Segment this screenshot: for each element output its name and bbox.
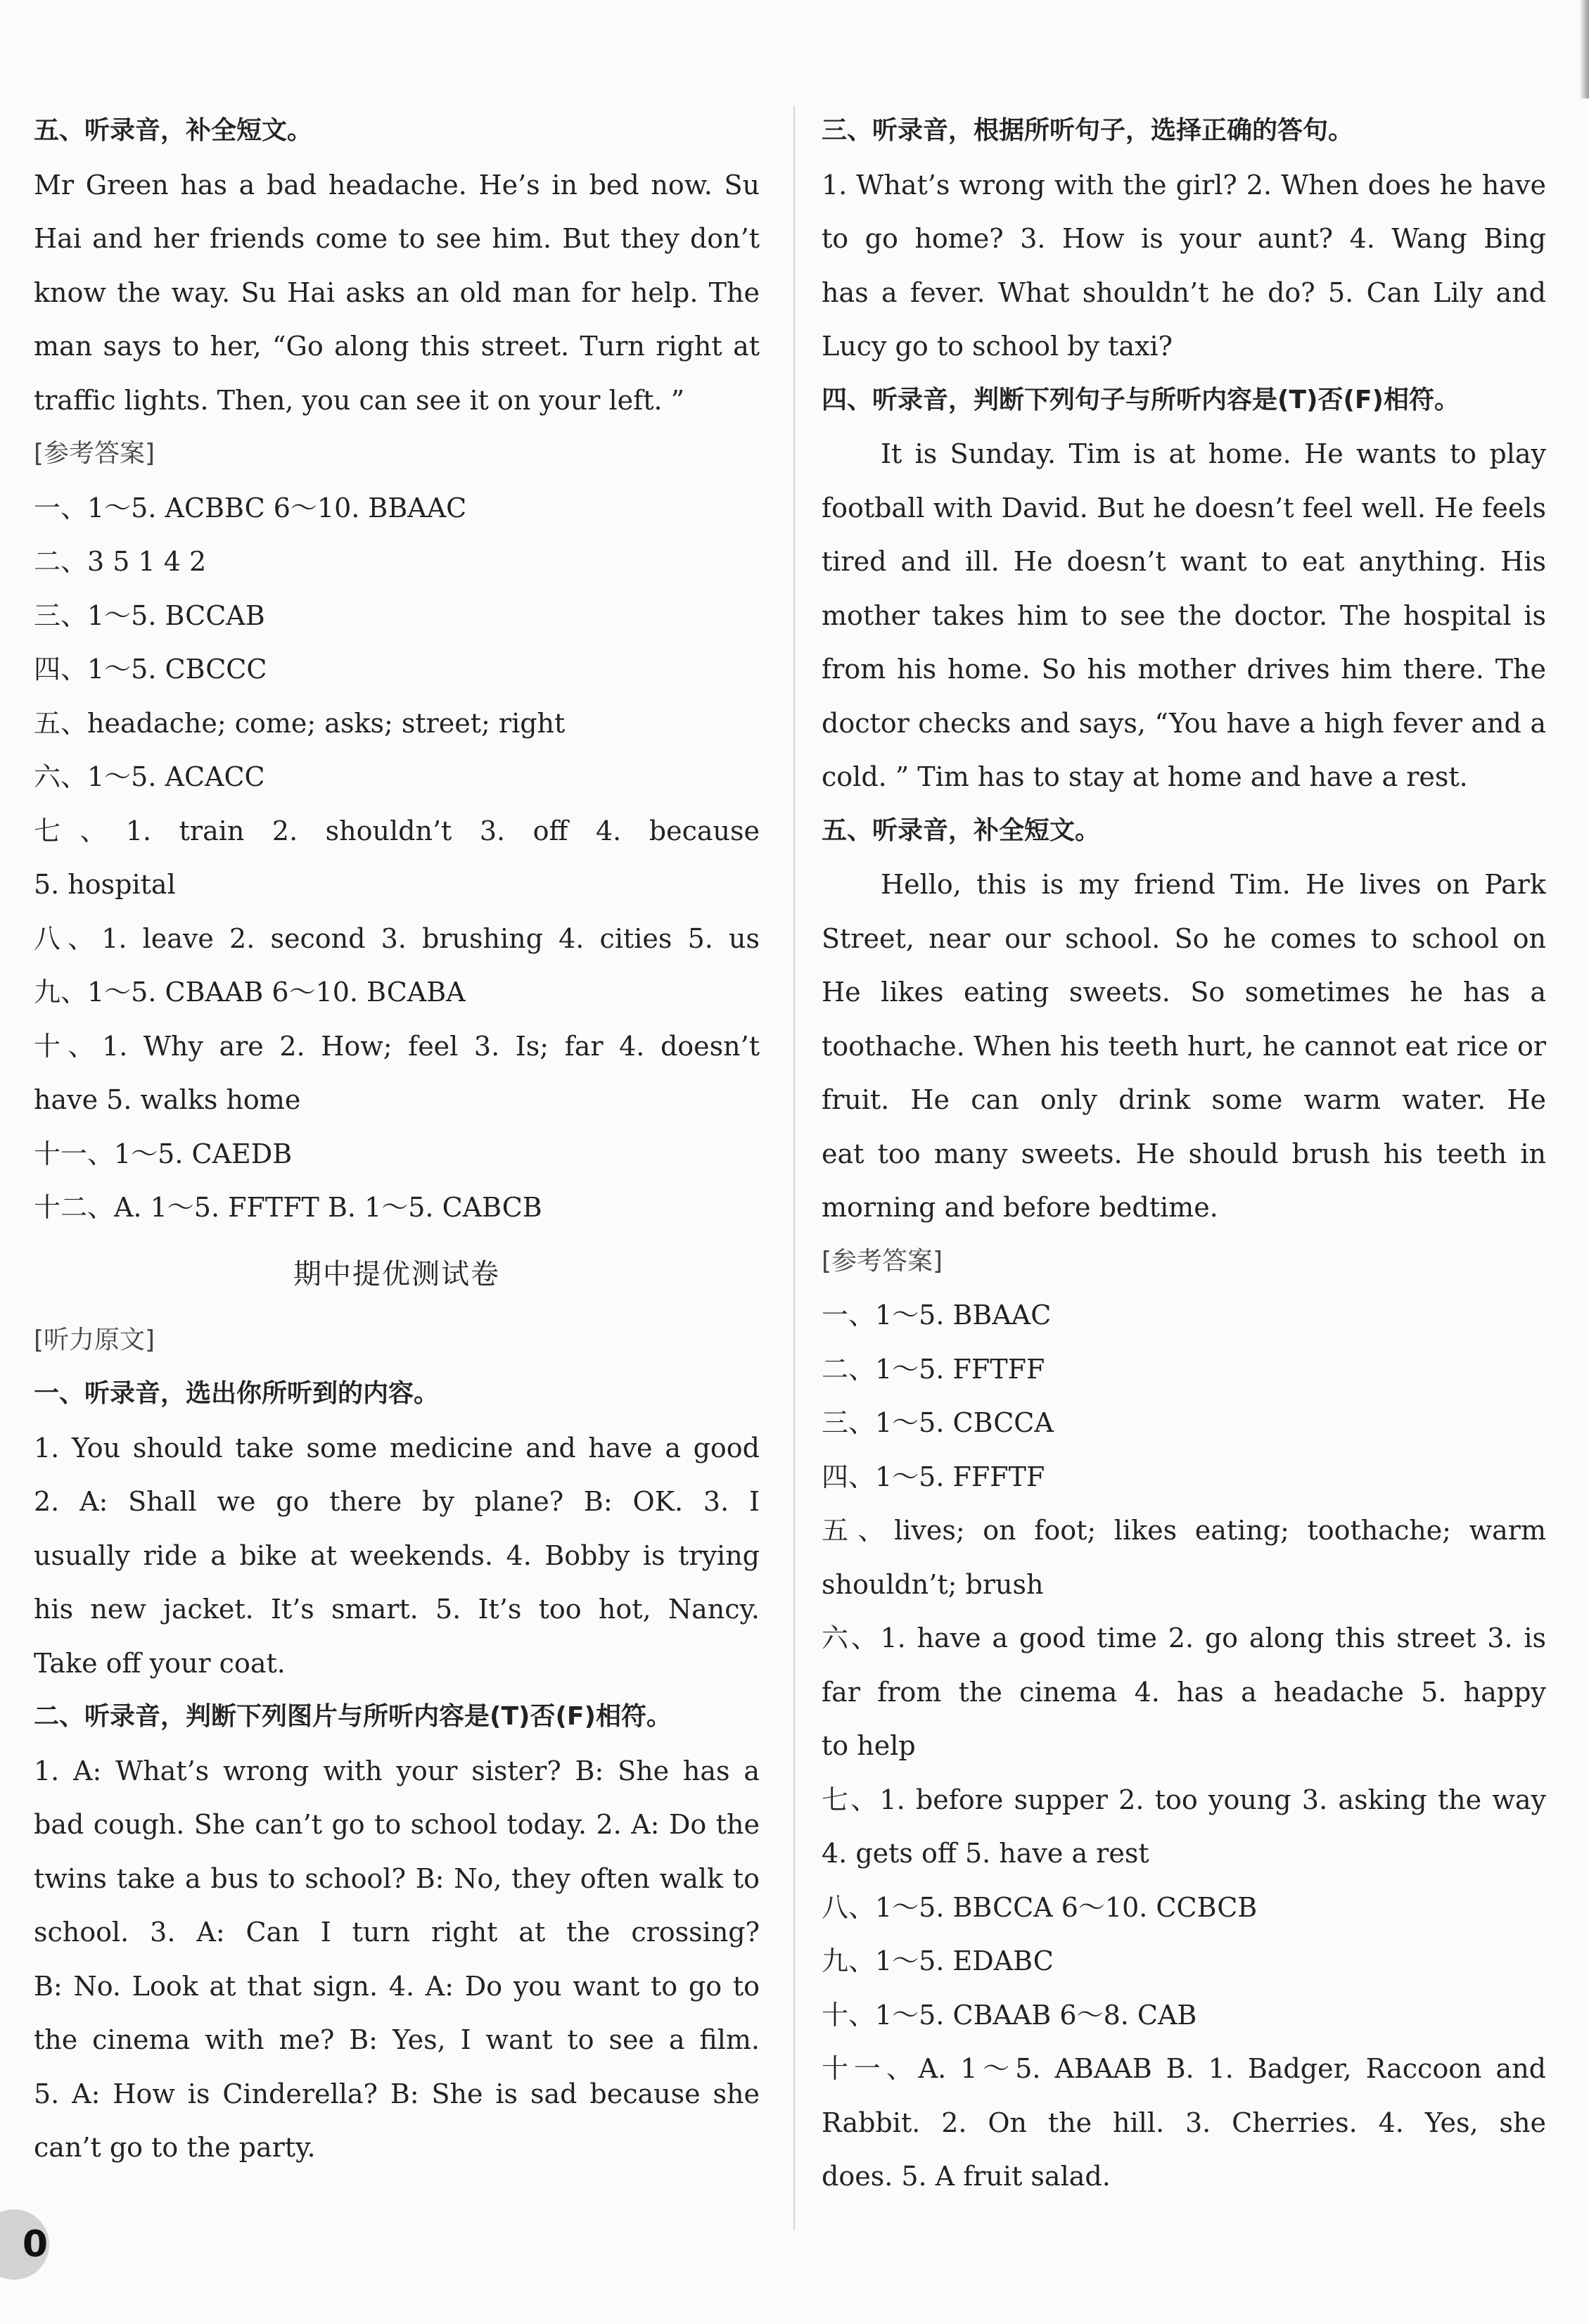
- text-line: morning and before bedtime.: [822, 1192, 1218, 1223]
- test-title: 期中提优测试卷: [293, 1257, 500, 1290]
- paragraph-line: Rabbit. 2. On the hill. 3. Cherries. 4. Yes, she: [822, 2107, 1546, 2138]
- paragraph-line: mother takes him to see the doctor. The hospital is: [822, 599, 1546, 631]
- bracket-tag: [参考答案]: [34, 439, 155, 468]
- bracket-tag: [参考答案]: [822, 1246, 943, 1276]
- section-heading: 五、听录音，补全短文。: [34, 116, 313, 145]
- paragraph-line: Mr Green has a bad headache. He’s in bed now. Su: [34, 169, 760, 201]
- paragraph-line: 六、1. have a good time 2. go along this street 3. is: [822, 1623, 1546, 1653]
- text-line: cold. ” Tim has to stay at home and have a rest.: [822, 761, 1468, 792]
- paragraph-line: man says to her, “Go along this street. Turn right at: [34, 331, 760, 362]
- paragraph-line: the cinema with me? B: Yes, I want to see a film.: [34, 2024, 760, 2055]
- text-line: Take off your coat.: [34, 1647, 286, 1679]
- section-heading: 三、听录音，根据所听句子，选择正确的答句。: [822, 116, 1354, 145]
- text-line: have 5. walks home: [34, 1084, 301, 1115]
- column-divider: [793, 106, 795, 2230]
- text-line: 十、1～5. CBAAB 6～8. CAB: [822, 1999, 1197, 2031]
- paragraph-line: Street, near our school. So he comes to school on: [822, 922, 1546, 954]
- text-line: 四、1～5. FFFTF: [822, 1461, 1045, 1492]
- paragraph-line: usually ride a bike at weekends. 4. Bobby is trying: [34, 1539, 760, 1571]
- paragraph-line: 5. A: How is Cinderella? B: She is sad because she: [34, 2078, 760, 2109]
- paragraph-line: from his home. So his mother drives him there. The: [822, 654, 1546, 685]
- paragraph-line: bad cough. She can’t go to school today. 2. A: Do the: [34, 1809, 760, 1840]
- section-heading: 四、听录音，判断下列句子与所听内容是(T)否(F)相符。: [822, 385, 1460, 414]
- text-line: 三、1～5. CBCCA: [822, 1407, 1054, 1438]
- paragraph-line: 五、lives; on foot; likes eating; toothache; warm: [822, 1515, 1546, 1546]
- page-number-badge: 0: [0, 2209, 49, 2280]
- paragraph-line: school. 3. A: Can I turn right at the crossing?: [34, 1917, 760, 1948]
- text-line: 五、headache; come; asks; street; right: [34, 707, 566, 739]
- page-edge-shadow: [1581, 0, 1589, 99]
- text-line: shouldn’t; brush: [822, 1568, 1044, 1600]
- right-column: [822, 104, 1546, 2204]
- paragraph-line: has a fever. What shouldn’t he do? 5. Can Lily and: [822, 277, 1546, 308]
- text-line: 四、1～5. CBCCC: [34, 654, 267, 685]
- paragraph-line: 1. A: What’s wrong with your sister? B: She has a: [34, 1755, 760, 1786]
- paragraph-line: 七、1. train 2. shouldn’t 3. off 4. because: [34, 815, 760, 846]
- paragraph-line: to go home? 3. How is your aunt? 4. Wang Bing: [822, 223, 1546, 254]
- text-line: traffic lights. Then, you can see it on your left. ”: [34, 384, 685, 416]
- text-line: 十一、1～5. CAEDB: [34, 1138, 293, 1169]
- left-column: [34, 104, 760, 2175]
- text-line: 六、1～5. ACACC: [34, 761, 265, 792]
- paragraph-line: He likes eating sweets. So sometimes he has a: [822, 977, 1546, 1008]
- section-heading: 一、听录音，选出你所听到的内容。: [34, 1379, 440, 1408]
- text-line: to help: [822, 1730, 916, 1761]
- text-line: 5. hospital: [34, 869, 176, 900]
- paragraph-line: eat too many sweets. He should brush his teeth in: [822, 1138, 1546, 1169]
- paragraph-line: toothache. When his teeth hurt, he cannot eat rice or: [822, 1030, 1546, 1062]
- paragraph-line: 1. You should take some medicine and have a good: [34, 1432, 760, 1463]
- paragraph-line: doctor checks and says, “You have a high fever and a: [822, 707, 1546, 739]
- text-line: 三、1～5. BCCAB: [34, 599, 265, 631]
- section-heading: 五、听录音，补全短文。: [822, 815, 1101, 845]
- paragraph-line: 十一、A. 1～5. ABAAB B. 1. Badger, Raccoon and: [822, 2053, 1546, 2084]
- paragraph-line: 1. What’s wrong with the girl? 2. When does he have: [822, 169, 1546, 201]
- text-line: 二、3 5 1 4 2: [34, 546, 207, 577]
- text-line: 一、1～5. ACBBC 6～10. BBAAC: [34, 492, 467, 523]
- paragraph-line: Hello, this is my friend Tim. He lives on Park: [881, 869, 1546, 900]
- text-line: 十二、A. 1～5. FFTFT B. 1～5. CABCB: [34, 1192, 542, 1223]
- paragraph-line: twins take a bus to school? B: No, they often walk to: [34, 1862, 760, 1894]
- text-line: does. 5. A fruit salad.: [822, 2161, 1111, 2192]
- paragraph-line: his new jacket. It’s smart. 5. It’s too hot, Nancy.: [34, 1594, 760, 1625]
- text-line: 一、1～5. BBAAC: [822, 1300, 1052, 1331]
- text-line: 九、1～5. CBAAB 6～10. BCABA: [34, 977, 466, 1008]
- text-line: can’t go to the party.: [34, 2132, 316, 2163]
- paragraph-line: It is Sunday. Tim is at home. He wants to play: [881, 438, 1546, 469]
- text-line: 八、1～5. BBCCA 6～10. CCBCB: [822, 1891, 1258, 1923]
- text-line: 九、1～5. EDABC: [822, 1945, 1054, 1976]
- paragraph-line: Hai and her friends come to see him. But they don’t: [34, 223, 760, 254]
- section-heading: 二、听录音，判断下列图片与所听内容是(T)否(F)相符。: [34, 1702, 672, 1731]
- text-line: Lucy go to school by taxi?: [822, 331, 1173, 362]
- paragraph-line: 七、1. before supper 2. too young 3. asking the way: [822, 1784, 1546, 1815]
- paragraph-line: 八、1. leave 2. second 3. brushing 4. cities 5. us: [34, 922, 760, 954]
- paragraph-line: fruit. He can only drink some warm water. He: [822, 1084, 1546, 1115]
- paragraph-line: tired and ill. He doesn’t want to eat anything. His: [822, 546, 1546, 577]
- paragraph-line: know the way. Su Hai asks an old man for help. The: [34, 277, 760, 308]
- text-line: 二、1～5. FFTFF: [822, 1353, 1045, 1385]
- paragraph-line: football with David. But he doesn’t feel well. He feels: [822, 492, 1546, 523]
- paragraph-line: far from the cinema 4. has a headache 5. happy: [822, 1676, 1546, 1708]
- paragraph-line: B: No. Look at that sign. 4. A: Do you want to go to: [34, 1970, 760, 2002]
- bracket-tag: [听力原文]: [34, 1325, 155, 1354]
- text-line: 4. gets off 5. have a rest: [822, 1838, 1149, 1869]
- paragraph-line: 十、1. Why are 2. How; feel 3. Is; far 4. doesn’t: [34, 1030, 760, 1062]
- paragraph-line: 2. A: Shall we go there by plane? B: OK. 3. I: [34, 1486, 760, 1517]
